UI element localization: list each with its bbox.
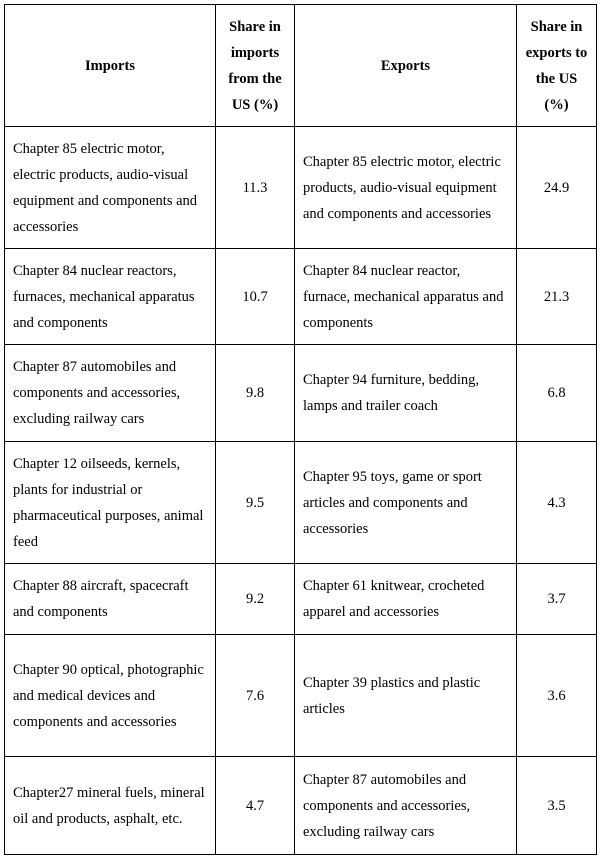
- import-share: 11.3: [216, 127, 295, 249]
- import-description: Chapter 88 aircraft, spacecraft and components: [5, 564, 216, 635]
- import-share: 7.6: [216, 635, 295, 757]
- export-description: Chapter 95 toys, game or sport articles and components and accessories: [295, 442, 517, 564]
- export-share: 3.7: [517, 564, 597, 635]
- import-description: Chapter 85 electric motor, electric products, audio-visual equipment and components and accessories: [5, 127, 216, 249]
- import-share: 4.7: [216, 757, 295, 855]
- table-row: [5, 249, 597, 345]
- table-row: [5, 442, 597, 564]
- export-share: 21.3: [517, 249, 597, 345]
- export-share: 3.6: [517, 635, 597, 757]
- trade-table: [4, 4, 597, 855]
- export-description: Chapter 61 knitwear, crocheted apparel and accessories: [295, 564, 517, 635]
- table-row: [5, 127, 597, 249]
- import-description: Chapter 84 nuclear reactors, furnaces, mechanical apparatus and components: [5, 249, 216, 345]
- import-description: Chapter27 mineral fuels, mineral oil and products, asphalt, etc.: [5, 757, 216, 855]
- import-description: Chapter 12 oilseeds, kernels, plants for industrial or pharmaceutical purposes, animal feed: [5, 442, 216, 564]
- export-description: Chapter 94 furniture, bedding, lamps and trailer coach: [295, 345, 517, 442]
- export-share: 3.5: [517, 757, 597, 855]
- table-row: [5, 564, 597, 635]
- import-share: 10.7: [216, 249, 295, 345]
- table-row: [5, 635, 597, 757]
- table-row: [5, 345, 597, 442]
- header-imports: Imports: [5, 5, 216, 127]
- import-share: 9.2: [216, 564, 295, 635]
- table-row: [5, 757, 597, 855]
- export-description: Chapter 84 nuclear reactor, furnace, mechanical apparatus and components: [295, 249, 517, 345]
- export-description: Chapter 85 electric motor, electric products, audio-visual equipment and components and accessories: [295, 127, 517, 249]
- import-share: 9.5: [216, 442, 295, 564]
- import-share: 9.8: [216, 345, 295, 442]
- export-description: Chapter 39 plastics and plastic articles: [295, 635, 517, 757]
- header-share-imports: Share in imports from the US (%): [216, 5, 295, 127]
- export-share: 4.3: [517, 442, 597, 564]
- export-share: 6.8: [517, 345, 597, 442]
- header-exports: Exports: [295, 5, 517, 127]
- export-share: 24.9: [517, 127, 597, 249]
- header-row: [5, 5, 597, 127]
- import-description: Chapter 87 automobiles and components and accessories, excluding railway cars: [5, 345, 216, 442]
- header-share-exports: Share in exports to the US (%): [517, 5, 597, 127]
- import-description: Chapter 90 optical, photographic and medical devices and components and accessories: [5, 635, 216, 757]
- export-description: Chapter 87 automobiles and components and accessories, excluding railway cars: [295, 757, 517, 855]
